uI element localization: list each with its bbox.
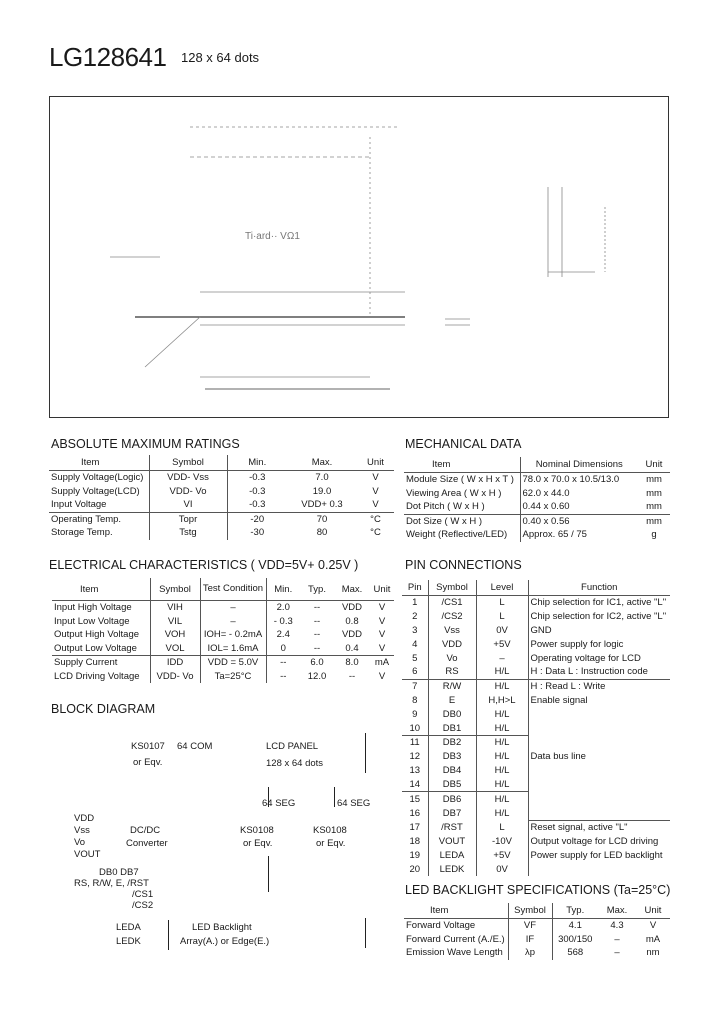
page-title: LG128641 bbox=[49, 42, 167, 72]
cell: V bbox=[378, 670, 386, 682]
col-item: Item bbox=[49, 455, 149, 471]
pins-title: PIN CONNECTIONS bbox=[405, 558, 522, 572]
cell: Ta=25°C bbox=[200, 670, 266, 684]
cell: 19 bbox=[409, 849, 421, 861]
col-unit: Unit bbox=[636, 903, 670, 919]
cell: -- bbox=[313, 629, 321, 641]
cell: VDD bbox=[341, 602, 363, 614]
cell: 17 bbox=[409, 821, 421, 833]
cell: Supply Voltage(Logic) bbox=[51, 472, 144, 484]
cell bbox=[528, 777, 670, 791]
cell: 0.4 bbox=[334, 642, 370, 656]
cell: mm bbox=[646, 515, 662, 527]
cell: mm bbox=[646, 474, 662, 486]
cell: L bbox=[476, 596, 528, 610]
vout-label: VOUT bbox=[74, 849, 101, 860]
cell: VDD- Vo bbox=[150, 670, 200, 684]
col-unit: Unit bbox=[638, 457, 670, 473]
cell: 6.0 bbox=[310, 657, 324, 669]
table-row bbox=[402, 665, 670, 679]
cell: /CS1 bbox=[428, 596, 476, 610]
array-edge-label: Array(A.) or Edge(E.) bbox=[180, 936, 270, 947]
cell: Supply Voltage(LCD) bbox=[51, 485, 140, 497]
panel-edge bbox=[365, 733, 366, 773]
cell: V bbox=[378, 602, 386, 614]
cell: 9 bbox=[412, 708, 418, 720]
cell: DB4 bbox=[428, 764, 476, 778]
col-symbol: Symbol bbox=[428, 580, 476, 596]
cell: -- bbox=[313, 615, 321, 627]
cell: H/L bbox=[476, 721, 528, 735]
cell: 12.0 bbox=[307, 670, 327, 682]
cell: DB3 bbox=[428, 750, 476, 764]
cell: Topr bbox=[149, 512, 227, 526]
cell: H/L bbox=[476, 707, 528, 721]
cell: 18 bbox=[409, 835, 421, 847]
cell: 300/150 bbox=[552, 933, 598, 947]
cell: λp bbox=[508, 946, 552, 960]
cell: 2 bbox=[412, 611, 418, 623]
vdd-label: VDD bbox=[74, 813, 95, 824]
cell: L bbox=[476, 610, 528, 624]
cell: Input High Voltage bbox=[54, 602, 132, 614]
table-row bbox=[402, 835, 670, 849]
cell: -0.3 bbox=[227, 485, 287, 499]
table-row bbox=[402, 610, 670, 624]
com-label: 64 COM bbox=[177, 741, 213, 752]
table-row bbox=[404, 933, 670, 947]
table-row bbox=[402, 735, 670, 749]
cell: R/W bbox=[428, 679, 476, 693]
arrow-down-2 bbox=[334, 787, 335, 807]
cell: V bbox=[372, 485, 379, 497]
col-max: Max. bbox=[334, 578, 370, 601]
cell: LEDK bbox=[428, 862, 476, 876]
cell: Forward Voltage bbox=[406, 920, 476, 932]
cell: -0.3 bbox=[227, 471, 287, 485]
cell: 16 bbox=[409, 807, 421, 819]
col-pin: Pin bbox=[402, 580, 428, 596]
drawing-label: Ti·ard·· VΩ1 bbox=[245, 231, 300, 242]
cell: 80 bbox=[316, 527, 328, 539]
block-title: BLOCK DIAGRAM bbox=[51, 702, 156, 716]
cell: +5V bbox=[476, 848, 528, 862]
cell: – bbox=[614, 933, 620, 945]
dcdc-label: DC/DC bbox=[130, 825, 161, 836]
cell: 0V bbox=[476, 862, 528, 876]
col-typ: Typ. bbox=[300, 578, 334, 601]
cell: °C bbox=[370, 527, 381, 539]
cell: V bbox=[378, 629, 386, 641]
cell: Dot Pitch ( W x H ) bbox=[404, 500, 520, 514]
cell: RS bbox=[428, 665, 476, 679]
cell: 3 bbox=[412, 624, 418, 636]
col-max: Max. bbox=[598, 903, 636, 919]
cell: Output High Voltage bbox=[54, 629, 140, 641]
col-level: Level bbox=[476, 580, 528, 596]
table-row bbox=[402, 637, 670, 651]
mechanical-drawing bbox=[49, 96, 669, 418]
cell bbox=[528, 764, 670, 778]
table-row bbox=[404, 500, 670, 514]
cell: IOL= 1.6mA bbox=[200, 642, 266, 656]
table-row bbox=[49, 471, 394, 485]
seg1-label: 64 SEG bbox=[262, 798, 296, 809]
ks0108a-label: KS0108 bbox=[240, 825, 274, 836]
col-unit: Unit bbox=[370, 578, 394, 601]
cell: 7 bbox=[412, 681, 418, 693]
cell: Chip selection for IC1, active "L" bbox=[528, 596, 670, 610]
col-symbol: Symbol bbox=[508, 903, 552, 919]
table-row bbox=[402, 848, 670, 862]
cell: -20 bbox=[227, 512, 287, 526]
cell: 0 bbox=[266, 642, 300, 656]
cell: Power supply for logic bbox=[528, 637, 670, 651]
cell: VF bbox=[508, 919, 552, 933]
cell: LCD Driving Voltage bbox=[54, 670, 140, 682]
cell bbox=[528, 721, 670, 735]
cell: V bbox=[378, 615, 386, 627]
page-subtitle: 128 x 64 dots bbox=[181, 50, 260, 65]
cell: g bbox=[651, 529, 657, 541]
cell: VOH bbox=[150, 628, 200, 642]
cell bbox=[528, 735, 670, 749]
cell: Operating voltage for LCD bbox=[528, 651, 670, 665]
cell: +5V bbox=[476, 637, 528, 651]
lcd-panel-label: LCD PANEL bbox=[266, 741, 319, 752]
cell: 78.0 x 70.0 x 10.5/13.0 bbox=[520, 473, 638, 487]
cell: Forward Current (A./E.) bbox=[406, 933, 505, 945]
cell bbox=[528, 862, 670, 876]
cell: – bbox=[476, 651, 528, 665]
cell: E bbox=[428, 694, 476, 708]
elec-table bbox=[52, 578, 394, 683]
cell: 0.44 x 0.60 bbox=[520, 500, 638, 514]
cell: mA bbox=[645, 933, 661, 945]
cell: 15 bbox=[409, 793, 421, 805]
cell: LEDA bbox=[428, 848, 476, 862]
cell: mm bbox=[646, 487, 662, 499]
table-row bbox=[402, 862, 670, 876]
cell: 19.0 bbox=[312, 485, 332, 497]
cell: 62.0 x 44.0 bbox=[520, 487, 638, 501]
cell: Data bus line bbox=[528, 750, 670, 764]
cell: VDD+ 0.3 bbox=[287, 498, 357, 512]
cell: 13 bbox=[409, 764, 421, 776]
cell: -- bbox=[266, 670, 300, 684]
cell: Power supply for LED backlight bbox=[528, 848, 670, 862]
col-symbol: Symbol bbox=[149, 455, 227, 471]
cell: 1 bbox=[412, 597, 418, 609]
cell: Output voltage for LCD driving bbox=[528, 835, 670, 849]
col-item: Item bbox=[404, 903, 508, 919]
cell: -- bbox=[313, 602, 321, 614]
cell: 568 bbox=[552, 946, 598, 960]
table-row bbox=[404, 514, 670, 528]
col-typ: Typ. bbox=[552, 903, 598, 919]
col-item: Item bbox=[404, 457, 520, 473]
cell: VDD = 5.0V bbox=[200, 656, 266, 670]
cell: 0.8 bbox=[345, 615, 359, 627]
col-unit: Unit bbox=[357, 455, 394, 471]
cell: DB6 bbox=[428, 792, 476, 806]
cell: VDD- Vo bbox=[149, 485, 227, 499]
cell: mm bbox=[638, 500, 670, 514]
table-row bbox=[402, 694, 670, 708]
cell: H,H>L bbox=[476, 694, 528, 708]
cell: - 0.3 bbox=[266, 615, 300, 629]
cell: DB2 bbox=[428, 735, 476, 749]
control-label: RS, R/W, E, /RST bbox=[74, 878, 149, 889]
cell: -30 bbox=[227, 526, 287, 540]
cell: H : Read L : Write bbox=[528, 679, 670, 693]
cell: 4.3 bbox=[610, 920, 624, 932]
abs-max-title: ABSOLUTE MAXIMUM RATINGS bbox=[51, 437, 240, 451]
cell: °C bbox=[370, 513, 381, 525]
cell: Input Voltage bbox=[49, 498, 149, 512]
cell: VI bbox=[149, 498, 227, 512]
ledk-label: LEDK bbox=[116, 936, 141, 947]
cell: IOH= - 0.2mA bbox=[200, 628, 266, 642]
table-row bbox=[49, 498, 394, 512]
seg2-label: 64 SEG bbox=[337, 798, 371, 809]
cell: 8.0 bbox=[345, 657, 359, 669]
cell: 14 bbox=[402, 777, 428, 791]
table-row bbox=[402, 707, 670, 721]
table-row bbox=[402, 764, 670, 778]
table-row bbox=[402, 806, 670, 820]
mech-title: MECHANICAL DATA bbox=[405, 437, 522, 451]
table-row bbox=[402, 721, 670, 735]
panel-edge-2 bbox=[365, 918, 366, 948]
cs1-label: /CS1 bbox=[132, 889, 154, 900]
col-test-condition: Test Condition bbox=[200, 578, 266, 601]
cell: 70 bbox=[316, 513, 328, 525]
col-nominal: Nominal Dimensions bbox=[520, 457, 638, 473]
cell: 10 bbox=[402, 721, 428, 735]
col-max: Max. bbox=[287, 455, 357, 471]
cell: GND bbox=[528, 624, 670, 638]
cell: L bbox=[476, 820, 528, 834]
bus-line bbox=[268, 856, 269, 892]
cell: Storage Temp. bbox=[51, 527, 113, 539]
cell: /RST bbox=[428, 820, 476, 834]
cell: Input Low Voltage bbox=[54, 615, 130, 627]
cell: H/L bbox=[476, 750, 528, 764]
table-row bbox=[52, 656, 394, 670]
cell: V bbox=[372, 472, 379, 484]
table-row bbox=[52, 628, 394, 642]
table-row bbox=[49, 485, 394, 499]
table-row bbox=[52, 601, 394, 615]
col-symbol: Symbol bbox=[150, 578, 200, 601]
ks0107-eqv: or Eqv. bbox=[133, 757, 163, 768]
ks0108b-label: KS0108 bbox=[313, 825, 347, 836]
cell: – bbox=[200, 601, 266, 615]
cell: V bbox=[370, 642, 394, 656]
cell: -- bbox=[266, 656, 300, 670]
leda-label: LEDA bbox=[116, 922, 141, 933]
cell: 7.0 bbox=[315, 472, 329, 484]
table-row bbox=[402, 777, 670, 791]
table-row bbox=[402, 624, 670, 638]
cell: 12 bbox=[409, 751, 421, 763]
cell: H/L bbox=[476, 792, 528, 806]
table-row bbox=[402, 596, 670, 610]
cell: -10V bbox=[476, 835, 528, 849]
cell: /CS2 bbox=[428, 610, 476, 624]
cell: 11 bbox=[409, 737, 420, 749]
table-row bbox=[52, 642, 394, 656]
cell: Tstg bbox=[149, 526, 227, 540]
cell: Enable signal bbox=[528, 694, 670, 708]
cell: DB5 bbox=[428, 777, 476, 791]
col-min: Min. bbox=[266, 578, 300, 601]
mech-table bbox=[404, 457, 670, 542]
col-function: Function bbox=[528, 580, 670, 596]
cs2-label: /CS2 bbox=[132, 900, 154, 911]
table-row bbox=[49, 512, 394, 526]
cell: -0.3 bbox=[227, 498, 287, 512]
cell: VDD- Vss bbox=[149, 471, 227, 485]
cell: 4.1 bbox=[552, 919, 598, 933]
cell: Reset signal, active "L" bbox=[528, 820, 670, 834]
cell: -- bbox=[348, 670, 356, 682]
cell: 4 bbox=[412, 638, 418, 650]
table-row bbox=[52, 615, 394, 629]
cell: Emission Wave Length bbox=[406, 947, 503, 959]
cell: VDD bbox=[428, 637, 476, 651]
cell: Operating Temp. bbox=[51, 513, 122, 525]
cell: 20 bbox=[409, 863, 421, 875]
cell: V bbox=[357, 498, 394, 512]
cell: V bbox=[649, 920, 657, 932]
data-bus-label: DB0 DB7 bbox=[99, 867, 139, 878]
table-row bbox=[404, 528, 670, 542]
col-min: Min. bbox=[227, 455, 287, 471]
cell: 2.4 bbox=[266, 628, 300, 642]
table-row bbox=[49, 526, 394, 540]
cell: Dot Size ( W x H ) bbox=[406, 515, 483, 527]
cell: Module Size ( W x H x T ) bbox=[406, 474, 514, 486]
cell: H : Data L : Instruction code bbox=[528, 665, 670, 679]
cell: VDD bbox=[341, 629, 363, 641]
cell: H/L bbox=[476, 764, 528, 778]
elec-title: ELECTRICAL CHARACTERISTICS ( VDD=5V+ 0.25V ) bbox=[49, 558, 359, 572]
table-row bbox=[52, 670, 394, 684]
cell: – bbox=[200, 615, 266, 629]
table-row bbox=[402, 820, 670, 834]
cell: Weight (Reflective/LED) bbox=[406, 529, 508, 541]
lcd-dots-label: 128 x 64 dots bbox=[266, 758, 324, 769]
cell: 0.40 x 0.56 bbox=[520, 514, 638, 528]
cell: Vo bbox=[428, 651, 476, 665]
cell: -- bbox=[300, 642, 334, 656]
backlight-bracket bbox=[168, 920, 169, 950]
vo-label: Vo bbox=[74, 837, 86, 848]
cell: IDD bbox=[150, 656, 200, 670]
led-table bbox=[404, 903, 670, 960]
cell: 5 bbox=[412, 652, 418, 664]
cell: Approx. 65 / 75 bbox=[520, 528, 638, 542]
cell: H/L bbox=[476, 735, 528, 749]
drawing-svg bbox=[50, 97, 668, 417]
cell bbox=[528, 707, 670, 721]
converter-label: Converter bbox=[126, 838, 168, 849]
ks0107-label: KS0107 bbox=[131, 741, 165, 752]
cell: VIH bbox=[150, 601, 200, 615]
ks0108a-eqv: or Eqv. bbox=[243, 838, 273, 849]
table-row bbox=[404, 919, 670, 933]
pins-table bbox=[402, 580, 670, 876]
cell: DB7 bbox=[428, 806, 476, 820]
vss-label: Vss bbox=[74, 825, 90, 836]
cell: VOL bbox=[150, 642, 200, 656]
cell: IF bbox=[508, 933, 552, 947]
cell: DB1 bbox=[428, 721, 476, 735]
cell: H/L bbox=[476, 806, 528, 820]
cell: Vss bbox=[428, 624, 476, 638]
cell: mA bbox=[374, 657, 390, 669]
abs-max-table bbox=[49, 455, 394, 540]
cell: H/L bbox=[476, 777, 528, 791]
cell: 2.0 bbox=[266, 601, 300, 615]
led-title: LED BACKLIGHT SPECIFICATIONS (Ta=25°C) bbox=[405, 883, 671, 897]
table-row bbox=[404, 946, 670, 960]
table-row bbox=[404, 487, 670, 501]
ks0108b-eqv: or Eqv. bbox=[316, 838, 346, 849]
col-item: Item bbox=[52, 578, 150, 601]
table-row bbox=[402, 679, 670, 693]
cell: VIL bbox=[150, 615, 200, 629]
cell: Viewing Area ( W x H ) bbox=[406, 487, 502, 499]
cell: VOUT bbox=[428, 835, 476, 849]
table-row bbox=[402, 750, 670, 764]
cell: Output Low Voltage bbox=[52, 642, 150, 656]
cell: nm bbox=[646, 947, 660, 959]
table-row bbox=[402, 651, 670, 665]
cell: 0V bbox=[476, 624, 528, 638]
table-row bbox=[404, 473, 670, 487]
cell: Supply Current bbox=[54, 657, 118, 669]
cell: DB0 bbox=[428, 707, 476, 721]
cell bbox=[528, 792, 670, 806]
led-backlight-label: LED Backlight bbox=[192, 922, 252, 933]
cell: Chip selection for IC2, active "L" bbox=[528, 610, 670, 624]
table-row bbox=[402, 792, 670, 806]
cell: 6 bbox=[402, 665, 428, 679]
cell: – bbox=[614, 947, 620, 959]
cell: H/L bbox=[476, 679, 528, 693]
cell: H/L bbox=[476, 665, 528, 679]
cell bbox=[528, 806, 670, 820]
cell: 8 bbox=[412, 694, 418, 706]
